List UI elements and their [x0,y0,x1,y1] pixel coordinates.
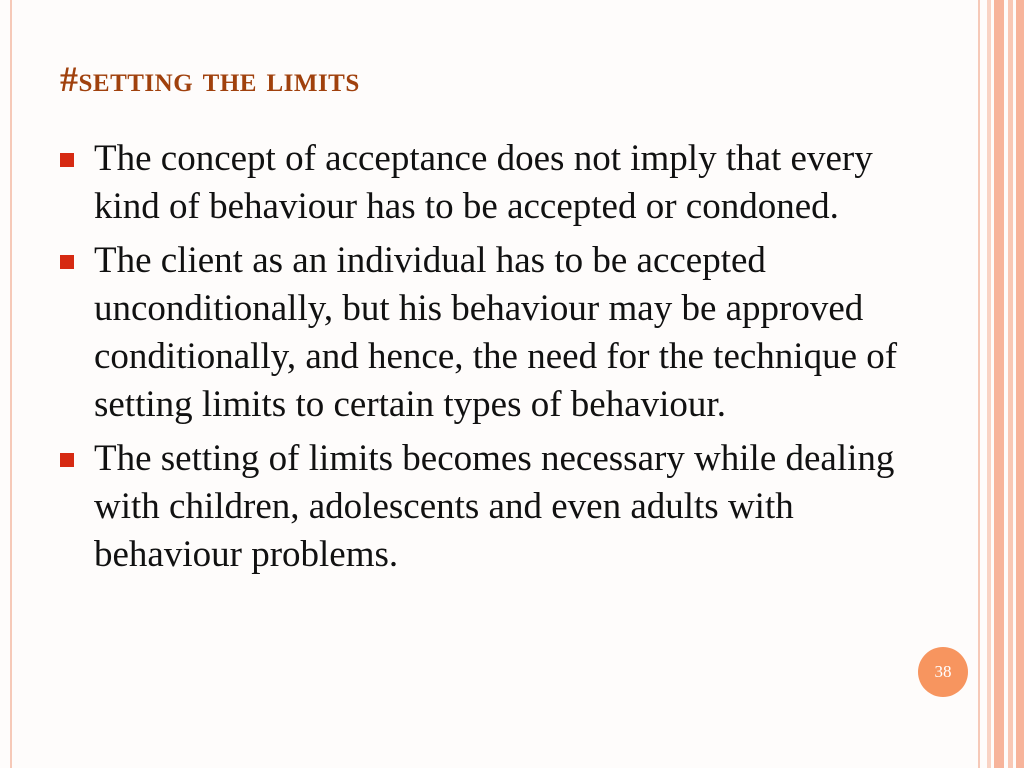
bullet-item [60,135,940,231]
bullet-text: The concept of acceptance does not imply that every kind of behaviour has to be accepted or condoned. [94,138,873,227]
page-number-badge: 38 [918,647,968,697]
bullet-list [60,135,940,585]
bullet-text: The setting of limits becomes necessary while dealing with children, adolescents and even adults with behaviour problems. [94,438,895,575]
bullet-text: The client as an individual has to be accepted unconditionally, but his behaviour may be approved conditionally, and hence, the need for the technique of setting limits to certain types of behaviour. [94,240,898,425]
decorative-stripe [1008,0,1013,768]
decorative-stripe [987,0,991,768]
slide-title: #setting the limits [60,59,360,99]
square-bullet-icon [60,255,74,269]
decorative-stripe [994,0,1004,768]
decorative-stripe [1016,0,1024,768]
square-bullet-icon [60,153,74,167]
bullet-item [60,237,940,429]
bullet-item [60,435,940,579]
square-bullet-icon [60,453,74,467]
